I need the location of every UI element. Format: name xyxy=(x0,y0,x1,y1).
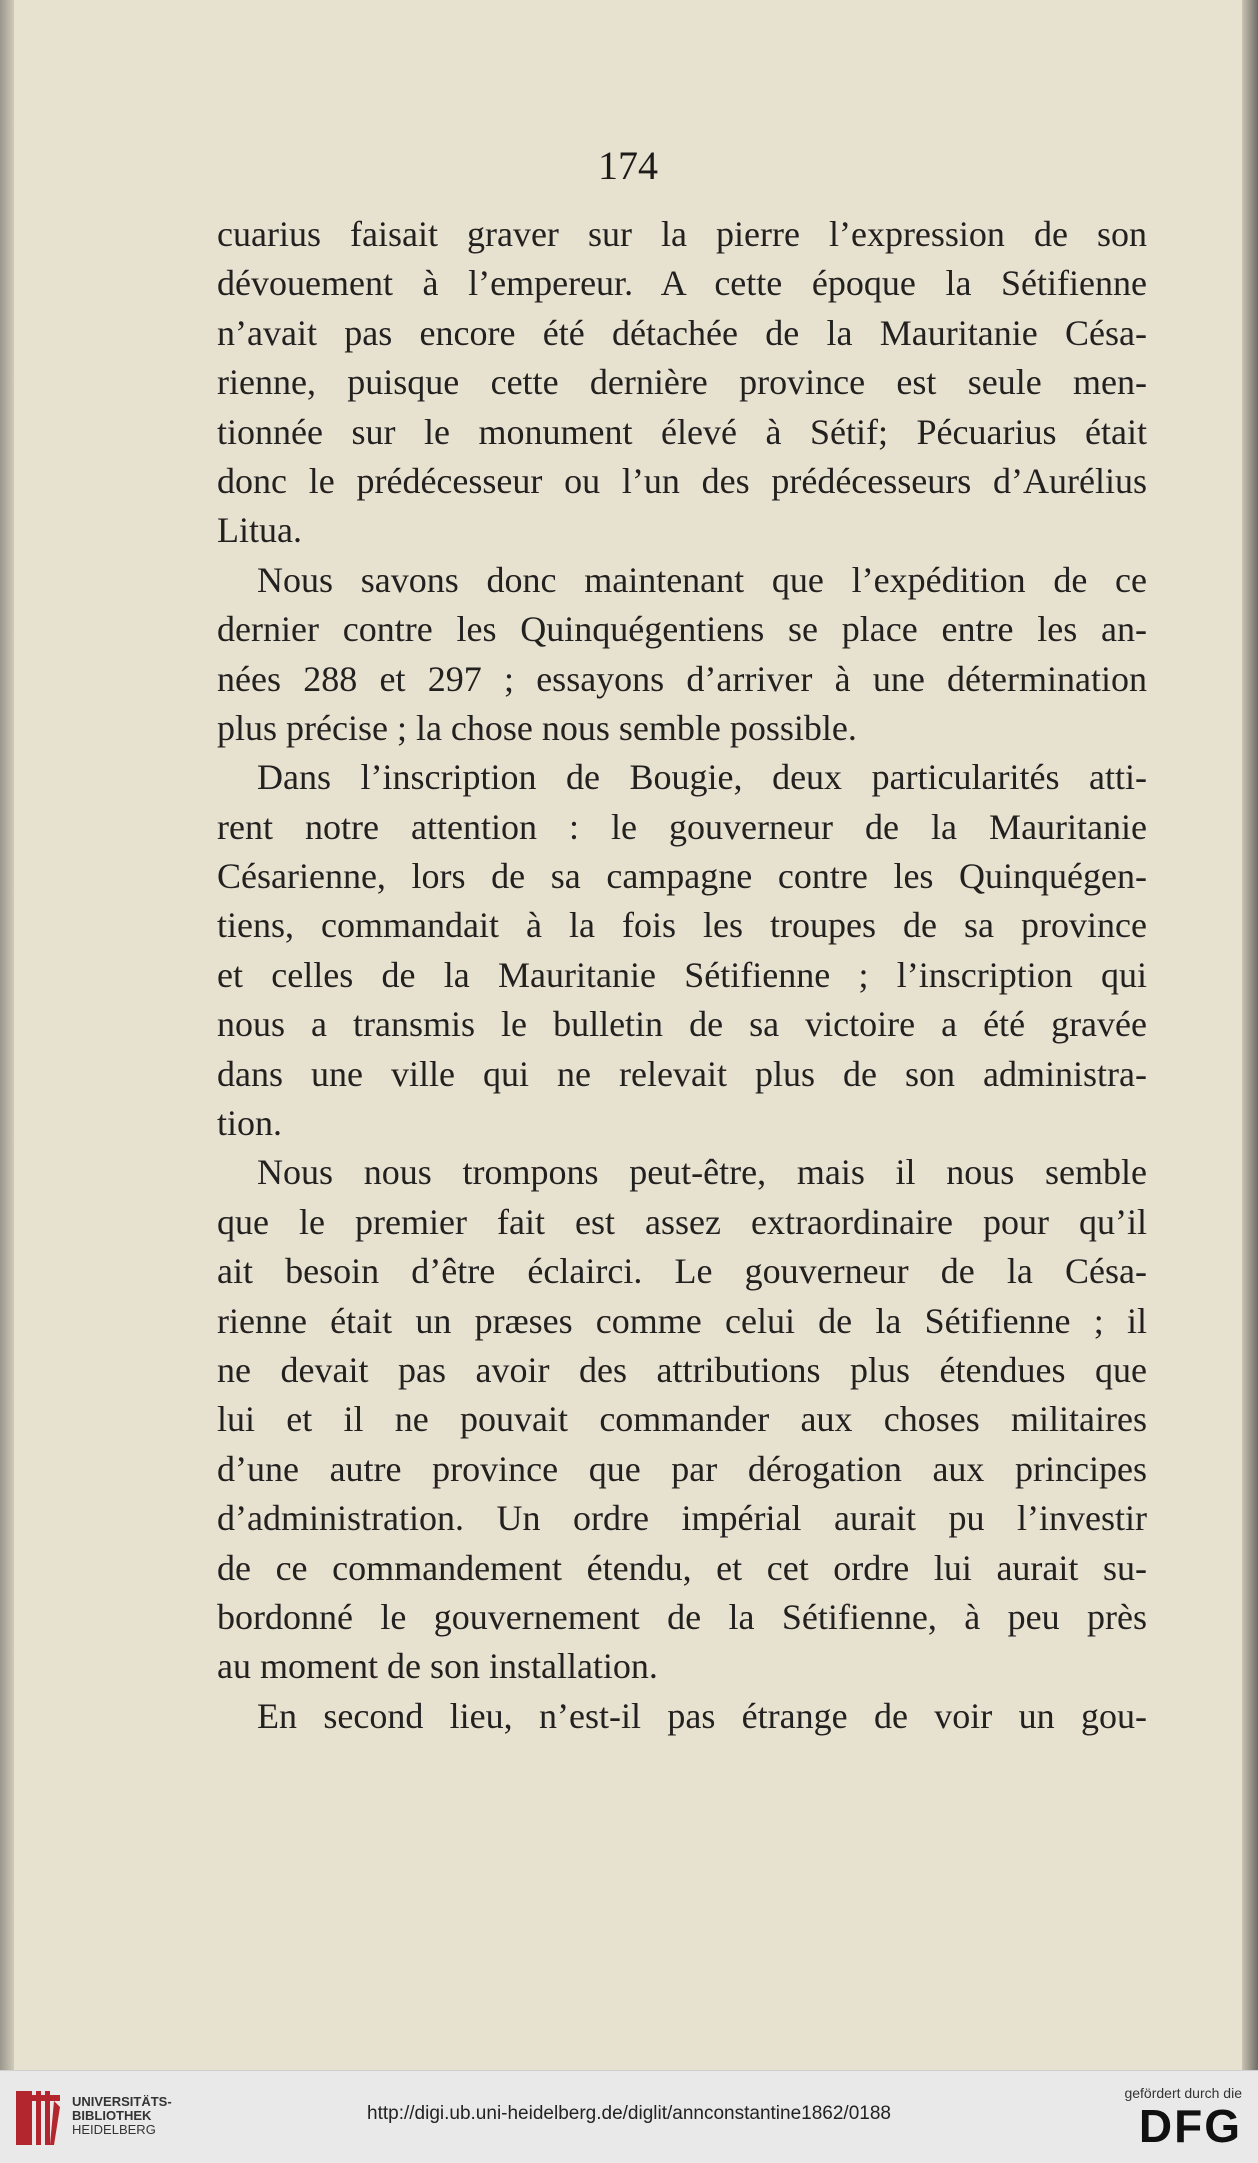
library-name-line: UNIVERSITÄTS- xyxy=(72,2094,172,2109)
text-line: tion. xyxy=(217,1103,283,1144)
text-line: donc le prédécesseur ou l’un des prédécesseurs d’Aurélius xyxy=(217,460,1147,501)
text-line: d’une autre province que par dérogation aux principes xyxy=(217,1448,1147,1489)
funding-caption: gefördert durch die xyxy=(1124,2085,1242,2101)
text-line: En second lieu, n’est-il pas étrange de voir un gou- xyxy=(257,1695,1147,1736)
text-line: dernier contre les Quinquégentiens se place entre les an- xyxy=(217,609,1147,650)
text-line: rent notre attention : le gouverneur de la Mauritanie xyxy=(217,806,1147,847)
text-line: Césarienne, lors de sa campagne contre les Quinquégen- xyxy=(217,856,1147,897)
text-line: n’avait pas encore été détachée de la Mauritanie Césa- xyxy=(217,312,1147,353)
scan-left-edge xyxy=(0,0,14,2070)
text-line: d’administration. Un ordre impérial aurait pu l’investir xyxy=(217,1498,1147,1539)
text-line: Nous nous trompons peut-être, mais il nous semble xyxy=(257,1152,1147,1193)
text-line: au moment de son installation. xyxy=(217,1646,658,1687)
body-text xyxy=(217,210,1147,1741)
text-line: tionnée sur le monument élevé à Sétif; Pécuarius était xyxy=(217,411,1147,452)
text-line: nous a transmis le bulletin de sa victoire a été gravée xyxy=(217,1004,1147,1045)
viewer-footer xyxy=(0,2070,1258,2163)
book-page xyxy=(14,0,1242,2070)
text-line: et celles de la Mauritanie Sétifienne ; l’inscription qui xyxy=(217,954,1147,995)
text-line: que le premier fait est assez extraordinaire pour qu’il xyxy=(217,1201,1147,1242)
text-line: dévouement à l’empereur. A cette époque la Sétifienne xyxy=(217,263,1147,304)
library-name-line: BIBLIOTHEK xyxy=(72,2108,152,2123)
text-line: ne devait pas avoir des attributions plus étendues que xyxy=(217,1349,1147,1390)
scan-right-edge xyxy=(1242,0,1258,2070)
text-line: rienne était un præses comme celui de la Sétifienne ; il xyxy=(217,1300,1147,1341)
text-line: cuarius faisait graver sur la pierre l’expression de son xyxy=(217,214,1147,254)
funding-notice xyxy=(1124,2085,1242,2151)
text-line: lui et il ne pouvait commander aux choses militaires xyxy=(217,1399,1147,1440)
permalink-url[interactable]: http://digi.ub.uni-heidelberg.de/diglit/annconstantine1862/0188 xyxy=(367,2103,891,2124)
page-number: 174 xyxy=(598,143,658,188)
text-line: plus précise ; la chose nous semble possible. xyxy=(217,707,857,748)
text-line: de ce commandement étendu, et cet ordre lui aurait su- xyxy=(217,1547,1147,1588)
text-line: Litua. xyxy=(217,510,302,551)
text-line: nées 288 et 297 ; essayons d’arriver à une détermination xyxy=(217,658,1147,699)
library-name-line: HEIDELBERG xyxy=(72,2122,156,2137)
text-line: bordonné le gouvernement de la Sétifienne, à peu près xyxy=(217,1596,1147,1637)
text-line: dans une ville qui ne relevait plus de son administra- xyxy=(217,1053,1147,1094)
text-line: Nous savons donc maintenant que l’expédition de ce xyxy=(257,559,1147,600)
text-line: tiens, commandait à la fois les troupes de sa province xyxy=(217,905,1147,946)
text-line: ait besoin d’être éclairci. Le gouverneur de la Césa- xyxy=(217,1251,1147,1292)
dfg-logo: DFG xyxy=(1138,2100,1242,2152)
text-line: rienne, puisque cette dernière province est seule men- xyxy=(217,362,1147,403)
text-line: Dans l’inscription de Bougie, deux particularités atti- xyxy=(257,757,1147,798)
